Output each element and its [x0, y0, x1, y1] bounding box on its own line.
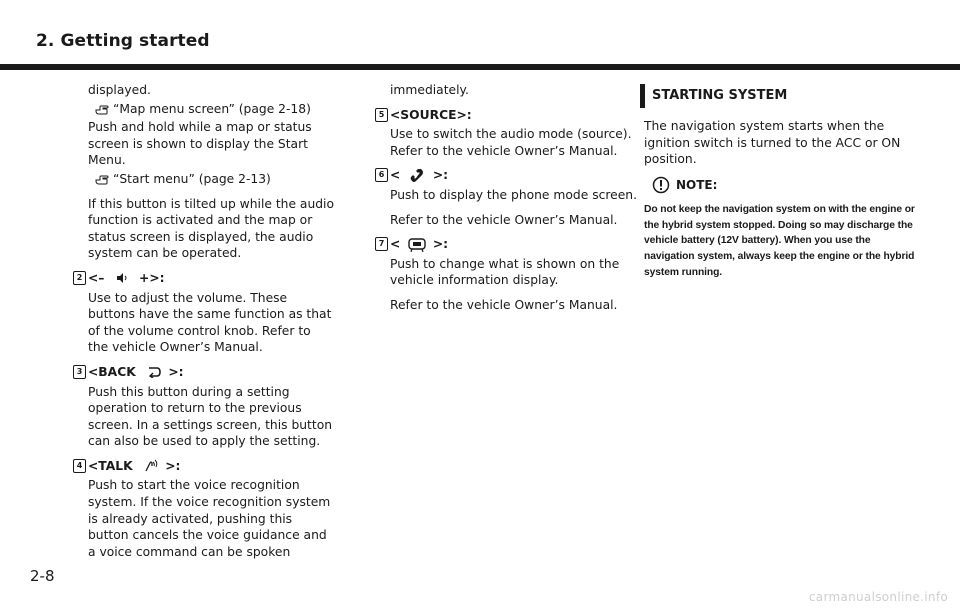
exclamation-circle-icon [652, 176, 670, 194]
item-6-refer: Refer to the vehicle Owner’s Manual. [390, 212, 618, 227]
section-title [640, 86, 918, 106]
item-number-badge: 7 [375, 237, 388, 251]
item-6-label-open: < [390, 168, 401, 183]
return-arrow-icon [146, 366, 162, 378]
reference-start-menu[interactable] [88, 171, 334, 188]
note-label: NOTE: [676, 177, 718, 192]
item-3-heading [73, 364, 334, 381]
tilt-text: If this button is tilted up while the audio function is activated and the map or status screen is displayed, the audio system can be operated. [88, 196, 334, 261]
item-2-label-close: +>: [139, 270, 165, 285]
note-heading [644, 176, 918, 194]
item-number-badge: 4 [73, 459, 86, 473]
item-7-body: Push to change what is shown on the vehicle information display. [390, 256, 620, 288]
section-title-text: STARTING SYSTEM [652, 88, 788, 103]
item-6-label-close: >: [432, 168, 449, 183]
item-5-body: Use to switch the audio mode (source). Refer to the vehicle Owner’s Manual. [390, 127, 632, 158]
item-6-body: Push to display the phone mode screen. [390, 187, 637, 202]
page-number: 2-8 [30, 567, 55, 585]
item-3-label-close: >: [168, 364, 184, 379]
item-4-label-open: <TALK [88, 458, 133, 473]
phone-icon [408, 169, 426, 183]
column-3 [644, 82, 918, 289]
item-2-heading [73, 270, 334, 287]
item-5-label: <SOURCE>: [390, 107, 472, 122]
item-5-heading [375, 107, 640, 124]
item-2-label-open: <– [88, 270, 105, 285]
pointing-hand-icon [95, 173, 109, 185]
column-1 [76, 82, 334, 568]
item-number-badge: 6 [375, 168, 388, 182]
displayed-text: displayed. [88, 83, 151, 97]
item-7-label-close: >: [432, 237, 449, 252]
header-rule [0, 64, 960, 70]
section-title-bar [640, 84, 645, 108]
item-2-body: Use to adjust the volume. These buttons have the same function as that of the volume control knob. Refer to the vehicle Owner’s Manual. [88, 290, 332, 355]
item-7-label-open: < [390, 237, 401, 252]
pointing-hand-icon [95, 103, 109, 115]
push-hold-text: Push and hold while a map or status screen is shown to display the Start Menu. [88, 120, 312, 168]
speaker-icon [115, 272, 129, 284]
chapter-title: 2. Getting started [36, 31, 210, 51]
item-number-badge: 2 [73, 271, 86, 285]
item-4-label-close: >: [165, 458, 181, 473]
item-4-body: Push to start the voice recognition system. If the voice recognition system is already activated, pushing this button cancels the voice guidance and a voice command can be spoken [88, 478, 331, 559]
reference-text: “Start menu” (page 2-13) [113, 171, 271, 186]
reference-map-menu[interactable] [88, 101, 334, 118]
item-7-refer: Refer to the vehicle Owner’s Manual. [390, 297, 618, 312]
continuation-text: immediately. [390, 83, 469, 97]
voice-recognition-icon [143, 459, 159, 473]
item-3-label-open: <BACK [88, 364, 136, 379]
reference-text: “Map menu screen” (page 2-18) [113, 101, 311, 116]
item-7-heading [375, 236, 640, 253]
item-4-heading [73, 458, 334, 475]
item-number-badge: 5 [375, 108, 388, 122]
item-number-badge: 3 [73, 365, 86, 379]
item-3-body: Push this button during a setting operation to return to the previous screen. In a settings screen, this button can also be used to apply the setting. [88, 384, 333, 449]
item-6-heading [375, 167, 640, 184]
vehicle-info-icon [408, 238, 426, 252]
note-body: Do not keep the navigation system on with the engine or the hybrid system stopped. Doing so may discharge the vehicle battery (12V battery). When you use the navigation system, always keep the engine or the hybrid system running. [644, 203, 915, 278]
section-intro: The navigation system starts when the ignition switch is turned to the ACC or ON position. [644, 119, 901, 167]
column-2 [378, 82, 640, 322]
watermark[interactable]: carmanualsonline.info [808, 590, 948, 604]
